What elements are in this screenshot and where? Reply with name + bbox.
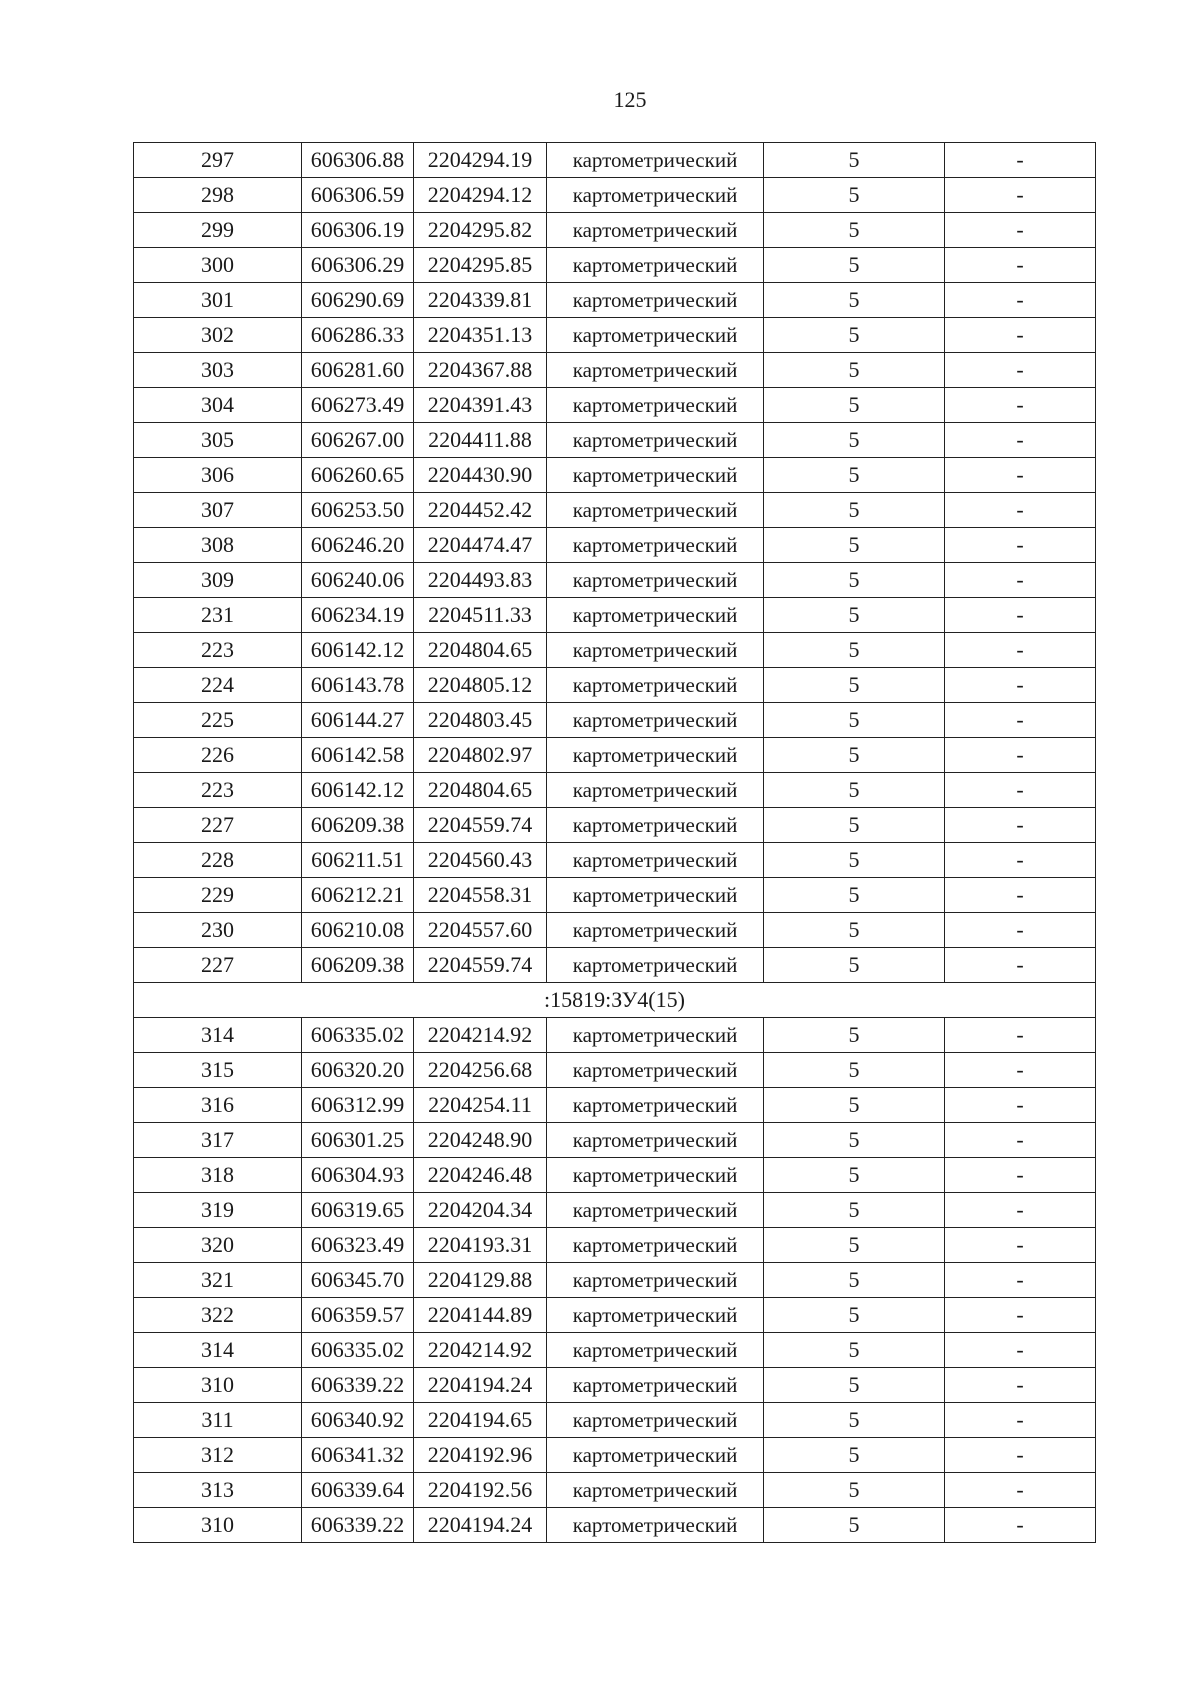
- table-row: [134, 1298, 1096, 1333]
- cell-accuracy: 5: [764, 1193, 945, 1228]
- table-row: [134, 493, 1096, 528]
- cell-note: -: [945, 178, 1096, 213]
- table-row: [134, 283, 1096, 318]
- cell-note: -: [945, 1403, 1096, 1438]
- cell-point-number: 316: [134, 1088, 302, 1123]
- cell-x-coordinate: 606234.19: [302, 598, 414, 633]
- cell-note: -: [945, 388, 1096, 423]
- table-row: [134, 738, 1096, 773]
- cell-point-number: 309: [134, 563, 302, 598]
- cell-point-number: 310: [134, 1368, 302, 1403]
- cell-x-coordinate: 606210.08: [302, 913, 414, 948]
- table-row: [134, 948, 1096, 983]
- cell-x-coordinate: 606339.64: [302, 1473, 414, 1508]
- cell-y-coordinate: 2204295.82: [414, 213, 547, 248]
- table-row: [134, 843, 1096, 878]
- cell-accuracy: 5: [764, 913, 945, 948]
- cell-y-coordinate: 2204204.34: [414, 1193, 547, 1228]
- cell-y-coordinate: 2204294.12: [414, 178, 547, 213]
- cell-point-number: 319: [134, 1193, 302, 1228]
- coordinates-table: [133, 142, 1096, 1543]
- cell-x-coordinate: 606142.12: [302, 773, 414, 808]
- table-row: [134, 703, 1096, 738]
- cell-y-coordinate: 2204804.65: [414, 773, 547, 808]
- cell-method: картометрический: [547, 458, 764, 493]
- cell-note: -: [945, 808, 1096, 843]
- cell-method: картометрический: [547, 1333, 764, 1368]
- page-number: 125: [613, 87, 647, 112]
- cell-note: -: [945, 1298, 1096, 1333]
- cell-y-coordinate: 2204192.56: [414, 1473, 547, 1508]
- cell-point-number: 301: [134, 283, 302, 318]
- cell-accuracy: 5: [764, 773, 945, 808]
- cell-method: картометрический: [547, 178, 764, 213]
- cell-x-coordinate: 606345.70: [302, 1263, 414, 1298]
- cell-note: -: [945, 913, 1096, 948]
- cell-x-coordinate: 606304.93: [302, 1158, 414, 1193]
- table-row: [134, 248, 1096, 283]
- cell-x-coordinate: 606260.65: [302, 458, 414, 493]
- cell-accuracy: 5: [764, 633, 945, 668]
- cell-accuracy: 5: [764, 1508, 945, 1543]
- cell-y-coordinate: 2204192.96: [414, 1438, 547, 1473]
- cell-y-coordinate: 2204194.24: [414, 1368, 547, 1403]
- cell-x-coordinate: 606246.20: [302, 528, 414, 563]
- cell-x-coordinate: 606306.29: [302, 248, 414, 283]
- cell-method: картометрический: [547, 1403, 764, 1438]
- cell-accuracy: 5: [764, 808, 945, 843]
- cell-accuracy: 5: [764, 563, 945, 598]
- cell-x-coordinate: 606312.99: [302, 1088, 414, 1123]
- cell-note: -: [945, 598, 1096, 633]
- cell-x-coordinate: 606320.20: [302, 1053, 414, 1088]
- cell-note: -: [945, 878, 1096, 913]
- cell-method: картометрический: [547, 1228, 764, 1263]
- cell-x-coordinate: 606301.25: [302, 1123, 414, 1158]
- cell-point-number: 228: [134, 843, 302, 878]
- cell-accuracy: 5: [764, 1263, 945, 1298]
- cell-note: -: [945, 948, 1096, 983]
- cell-accuracy: 5: [764, 1438, 945, 1473]
- cell-note: -: [945, 1123, 1096, 1158]
- cell-y-coordinate: 2204367.88: [414, 353, 547, 388]
- cell-accuracy: 5: [764, 353, 945, 388]
- cell-method: картометрический: [547, 528, 764, 563]
- cell-accuracy: 5: [764, 528, 945, 563]
- cell-y-coordinate: 2204560.43: [414, 843, 547, 878]
- cell-y-coordinate: 2204558.31: [414, 878, 547, 913]
- cell-y-coordinate: 2204246.48: [414, 1158, 547, 1193]
- cell-y-coordinate: 2204193.31: [414, 1228, 547, 1263]
- cell-y-coordinate: 2204411.88: [414, 423, 547, 458]
- cell-method: картометрический: [547, 913, 764, 948]
- cell-x-coordinate: 606340.92: [302, 1403, 414, 1438]
- cell-point-number: 297: [134, 143, 302, 178]
- cell-x-coordinate: 606306.59: [302, 178, 414, 213]
- table-row: [134, 1333, 1096, 1368]
- cell-y-coordinate: 2204144.89: [414, 1298, 547, 1333]
- table-row: [134, 773, 1096, 808]
- cell-note: -: [945, 1368, 1096, 1403]
- cell-accuracy: 5: [764, 878, 945, 913]
- cell-point-number: 227: [134, 948, 302, 983]
- table-row: [134, 563, 1096, 598]
- cell-point-number: 223: [134, 773, 302, 808]
- cell-method: картометрический: [547, 598, 764, 633]
- cell-method: картометрический: [547, 353, 764, 388]
- table-row: [134, 1403, 1096, 1438]
- cell-note: -: [945, 668, 1096, 703]
- cell-x-coordinate: 606209.38: [302, 948, 414, 983]
- cell-y-coordinate: 2204802.97: [414, 738, 547, 773]
- cell-note: -: [945, 493, 1096, 528]
- cell-method: картометрический: [547, 1438, 764, 1473]
- cell-x-coordinate: 606144.27: [302, 703, 414, 738]
- cell-method: картометрический: [547, 1018, 764, 1053]
- table-row: [134, 1263, 1096, 1298]
- cell-y-coordinate: 2204493.83: [414, 563, 547, 598]
- cell-note: -: [945, 213, 1096, 248]
- cell-x-coordinate: 606142.12: [302, 633, 414, 668]
- cell-method: картометрический: [547, 1053, 764, 1088]
- table-row: [134, 668, 1096, 703]
- cell-accuracy: 5: [764, 423, 945, 458]
- cell-point-number: 299: [134, 213, 302, 248]
- table-row: [134, 178, 1096, 213]
- cell-accuracy: 5: [764, 703, 945, 738]
- cell-accuracy: 5: [764, 178, 945, 213]
- cell-y-coordinate: 2204559.74: [414, 808, 547, 843]
- cell-point-number: 318: [134, 1158, 302, 1193]
- cell-y-coordinate: 2204254.11: [414, 1088, 547, 1123]
- cell-note: -: [945, 773, 1096, 808]
- cell-point-number: 321: [134, 1263, 302, 1298]
- table-row: [134, 388, 1096, 423]
- cell-method: картометрический: [547, 283, 764, 318]
- cell-accuracy: 5: [764, 1368, 945, 1403]
- table-row: [134, 1193, 1096, 1228]
- cell-note: -: [945, 283, 1096, 318]
- cell-point-number: 307: [134, 493, 302, 528]
- cell-accuracy: 5: [764, 1123, 945, 1158]
- cell-method: картометрический: [547, 318, 764, 353]
- cell-note: -: [945, 1018, 1096, 1053]
- cell-note: -: [945, 1473, 1096, 1508]
- cell-note: -: [945, 353, 1096, 388]
- cell-y-coordinate: 2204295.85: [414, 248, 547, 283]
- cell-x-coordinate: 606335.02: [302, 1018, 414, 1053]
- cell-point-number: 322: [134, 1298, 302, 1333]
- cell-note: -: [945, 843, 1096, 878]
- cell-note: -: [945, 633, 1096, 668]
- table-row: [134, 353, 1096, 388]
- table-row: [134, 458, 1096, 493]
- cell-method: картометрический: [547, 633, 764, 668]
- cell-point-number: 300: [134, 248, 302, 283]
- cell-x-coordinate: 606319.65: [302, 1193, 414, 1228]
- table-row: [134, 528, 1096, 563]
- cell-note: -: [945, 423, 1096, 458]
- table-row: [134, 1368, 1096, 1403]
- cell-x-coordinate: 606211.51: [302, 843, 414, 878]
- table-row: [134, 213, 1096, 248]
- cell-y-coordinate: 2204256.68: [414, 1053, 547, 1088]
- cell-x-coordinate: 606306.88: [302, 143, 414, 178]
- cell-point-number: 302: [134, 318, 302, 353]
- table-row: [134, 1158, 1096, 1193]
- cell-point-number: 305: [134, 423, 302, 458]
- cell-point-number: 225: [134, 703, 302, 738]
- cell-x-coordinate: 606212.21: [302, 878, 414, 913]
- cell-point-number: 314: [134, 1333, 302, 1368]
- cell-x-coordinate: 606142.58: [302, 738, 414, 773]
- cell-method: картометрический: [547, 213, 764, 248]
- cell-accuracy: 5: [764, 493, 945, 528]
- cell-note: -: [945, 458, 1096, 493]
- table-row: [134, 808, 1096, 843]
- cell-point-number: 308: [134, 528, 302, 563]
- cell-note: -: [945, 1263, 1096, 1298]
- cell-note: -: [945, 1228, 1096, 1263]
- cell-accuracy: 5: [764, 843, 945, 878]
- cell-method: картометрический: [547, 878, 764, 913]
- cell-note: -: [945, 318, 1096, 353]
- cell-method: картометрический: [547, 843, 764, 878]
- cell-point-number: 310: [134, 1508, 302, 1543]
- cell-point-number: 231: [134, 598, 302, 633]
- table-row: [134, 1508, 1096, 1543]
- cell-x-coordinate: 606339.22: [302, 1368, 414, 1403]
- cell-x-coordinate: 606209.38: [302, 808, 414, 843]
- cell-accuracy: 5: [764, 738, 945, 773]
- cell-note: -: [945, 248, 1096, 283]
- coordinates-table-body: [134, 143, 1096, 1543]
- cell-point-number: 224: [134, 668, 302, 703]
- cell-method: картометрический: [547, 773, 764, 808]
- cell-note: -: [945, 528, 1096, 563]
- cell-x-coordinate: 606273.49: [302, 388, 414, 423]
- table-row: [134, 1438, 1096, 1473]
- cell-x-coordinate: 606339.22: [302, 1508, 414, 1543]
- table-row: [134, 598, 1096, 633]
- cell-note: -: [945, 143, 1096, 178]
- cell-accuracy: 5: [764, 143, 945, 178]
- cell-y-coordinate: 2204214.92: [414, 1018, 547, 1053]
- cell-note: -: [945, 738, 1096, 773]
- cell-accuracy: 5: [764, 1333, 945, 1368]
- cell-accuracy: 5: [764, 1018, 945, 1053]
- table-row: [134, 423, 1096, 458]
- cell-y-coordinate: 2204129.88: [414, 1263, 547, 1298]
- cell-accuracy: 5: [764, 318, 945, 353]
- cell-point-number: 313: [134, 1473, 302, 1508]
- cell-accuracy: 5: [764, 388, 945, 423]
- cell-point-number: 227: [134, 808, 302, 843]
- cell-method: картометрический: [547, 1193, 764, 1228]
- table-row: [134, 913, 1096, 948]
- cell-y-coordinate: 2204391.43: [414, 388, 547, 423]
- cell-note: -: [945, 563, 1096, 598]
- cell-x-coordinate: 606281.60: [302, 353, 414, 388]
- cell-note: -: [945, 1333, 1096, 1368]
- cell-accuracy: 5: [764, 1473, 945, 1508]
- cell-y-coordinate: 2204452.42: [414, 493, 547, 528]
- table-row: [134, 1088, 1096, 1123]
- cell-accuracy: 5: [764, 1088, 945, 1123]
- cell-accuracy: 5: [764, 668, 945, 703]
- cell-y-coordinate: 2204474.47: [414, 528, 547, 563]
- cell-method: картометрический: [547, 948, 764, 983]
- cell-method: картометрический: [547, 703, 764, 738]
- cell-method: картометрический: [547, 423, 764, 458]
- cell-method: картометрический: [547, 738, 764, 773]
- table-row: [134, 878, 1096, 913]
- cell-point-number: 298: [134, 178, 302, 213]
- cell-y-coordinate: 2204430.90: [414, 458, 547, 493]
- cell-note: -: [945, 1158, 1096, 1193]
- table-row: [134, 1228, 1096, 1263]
- cell-accuracy: 5: [764, 1228, 945, 1263]
- cell-x-coordinate: 606286.33: [302, 318, 414, 353]
- cell-x-coordinate: 606323.49: [302, 1228, 414, 1263]
- cell-point-number: 315: [134, 1053, 302, 1088]
- cell-note: -: [945, 703, 1096, 738]
- cell-method: картометрический: [547, 1508, 764, 1543]
- cell-y-coordinate: 2204351.13: [414, 318, 547, 353]
- cell-accuracy: 5: [764, 213, 945, 248]
- cell-y-coordinate: 2204194.24: [414, 1508, 547, 1543]
- cell-y-coordinate: 2204805.12: [414, 668, 547, 703]
- cell-method: картометрический: [547, 1123, 764, 1158]
- cell-note: -: [945, 1508, 1096, 1543]
- cell-point-number: 230: [134, 913, 302, 948]
- cell-method: картометрический: [547, 1473, 764, 1508]
- cell-point-number: 226: [134, 738, 302, 773]
- cell-x-coordinate: 606267.00: [302, 423, 414, 458]
- cell-accuracy: 5: [764, 948, 945, 983]
- table-row: [134, 143, 1096, 178]
- table-row: [134, 1123, 1096, 1158]
- cell-point-number: 312: [134, 1438, 302, 1473]
- cell-method: картометрический: [547, 248, 764, 283]
- cell-method: картометрический: [547, 1368, 764, 1403]
- cell-method: картометрический: [547, 143, 764, 178]
- cell-point-number: 303: [134, 353, 302, 388]
- section-title: :15819:ЗУ4(15): [134, 983, 1096, 1018]
- section-header-row: [134, 983, 1096, 1018]
- cell-y-coordinate: 2204559.74: [414, 948, 547, 983]
- cell-point-number: 317: [134, 1123, 302, 1158]
- cell-point-number: 311: [134, 1403, 302, 1438]
- table-row: [134, 1473, 1096, 1508]
- cell-x-coordinate: 606335.02: [302, 1333, 414, 1368]
- table-row: [134, 1053, 1096, 1088]
- cell-y-coordinate: 2204248.90: [414, 1123, 547, 1158]
- cell-method: картометрический: [547, 808, 764, 843]
- cell-method: картометрический: [547, 668, 764, 703]
- cell-accuracy: 5: [764, 598, 945, 633]
- cell-method: картометрический: [547, 388, 764, 423]
- cell-x-coordinate: 606253.50: [302, 493, 414, 528]
- cell-y-coordinate: 2204194.65: [414, 1403, 547, 1438]
- cell-note: -: [945, 1438, 1096, 1473]
- cell-point-number: 314: [134, 1018, 302, 1053]
- cell-point-number: 229: [134, 878, 302, 913]
- table-row: [134, 318, 1096, 353]
- cell-note: -: [945, 1088, 1096, 1123]
- cell-method: картометрический: [547, 1263, 764, 1298]
- cell-y-coordinate: 2204511.33: [414, 598, 547, 633]
- cell-accuracy: 5: [764, 248, 945, 283]
- cell-accuracy: 5: [764, 283, 945, 318]
- cell-point-number: 306: [134, 458, 302, 493]
- cell-note: -: [945, 1193, 1096, 1228]
- cell-y-coordinate: 2204294.19: [414, 143, 547, 178]
- cell-method: картометрический: [547, 563, 764, 598]
- cell-x-coordinate: 606143.78: [302, 668, 414, 703]
- cell-accuracy: 5: [764, 1053, 945, 1088]
- cell-x-coordinate: 606306.19: [302, 213, 414, 248]
- table-row: [134, 633, 1096, 668]
- cell-note: -: [945, 1053, 1096, 1088]
- cell-x-coordinate: 606341.32: [302, 1438, 414, 1473]
- cell-y-coordinate: 2204557.60: [414, 913, 547, 948]
- cell-accuracy: 5: [764, 458, 945, 493]
- cell-y-coordinate: 2204214.92: [414, 1333, 547, 1368]
- cell-x-coordinate: 606240.06: [302, 563, 414, 598]
- cell-point-number: 223: [134, 633, 302, 668]
- cell-x-coordinate: 606359.57: [302, 1298, 414, 1333]
- cell-method: картометрический: [547, 1088, 764, 1123]
- cell-accuracy: 5: [764, 1403, 945, 1438]
- cell-method: картометрический: [547, 1298, 764, 1333]
- cell-y-coordinate: 2204803.45: [414, 703, 547, 738]
- cell-method: картометрический: [547, 1158, 764, 1193]
- table-row: [134, 1018, 1096, 1053]
- cell-method: картометрический: [547, 493, 764, 528]
- cell-accuracy: 5: [764, 1298, 945, 1333]
- cell-y-coordinate: 2204339.81: [414, 283, 547, 318]
- cell-accuracy: 5: [764, 1158, 945, 1193]
- cell-x-coordinate: 606290.69: [302, 283, 414, 318]
- cell-point-number: 320: [134, 1228, 302, 1263]
- cell-point-number: 304: [134, 388, 302, 423]
- cell-y-coordinate: 2204804.65: [414, 633, 547, 668]
